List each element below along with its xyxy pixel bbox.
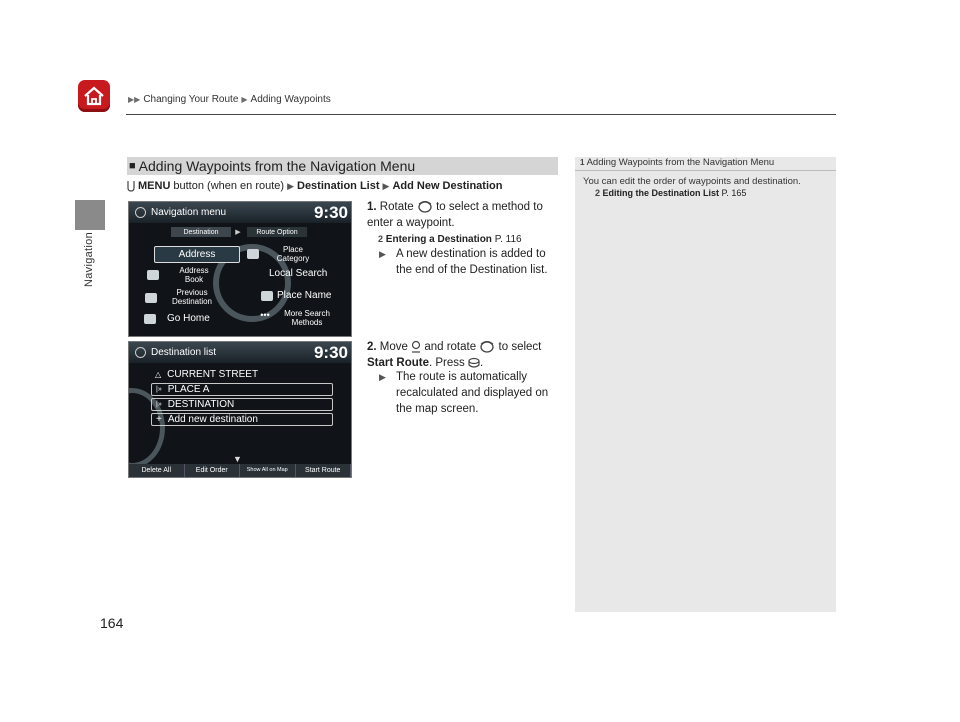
step-text: . Press — [428, 357, 465, 369]
list-item[interactable] — [151, 383, 333, 396]
interface-dial-icon — [479, 340, 495, 354]
cross-ref-page: P. 116 — [494, 234, 522, 245]
current-location-icon: △ — [155, 370, 162, 379]
menu-item-more-search[interactable] — [277, 309, 337, 327]
list-item-label: CURRENT STREET — [167, 369, 259, 380]
menu-button-suffix: button (when en route) — [173, 180, 285, 192]
arrow-right-icon: ▶ — [235, 229, 241, 236]
bottom-button-bar — [129, 464, 351, 477]
menu-item-local-search[interactable] — [269, 269, 341, 279]
menu-button-icon — [127, 180, 135, 192]
menu-path-step: Add New Destination — [392, 180, 503, 192]
step-text: Rotate — [379, 201, 414, 213]
section-title: Adding Waypoints from the Navigation Menu — [138, 158, 416, 174]
tab-destination[interactable]: Destination — [171, 227, 231, 237]
list-item-label: PLACE A — [167, 384, 210, 395]
breadcrumb-item[interactable]: Adding Waypoints — [250, 94, 331, 105]
scroll-down-icon: ▼ — [233, 454, 242, 464]
address-book-icon — [147, 270, 159, 280]
waypoint-icon: |» — [156, 386, 162, 393]
more-icon: ••• — [260, 310, 270, 320]
menu-item-address-book[interactable] — [169, 266, 219, 284]
press-dial-icon — [468, 356, 480, 370]
sidebar-note — [575, 157, 836, 612]
interface-dial-icon — [417, 200, 433, 214]
step-2 — [367, 339, 557, 371]
arrow-right-icon: ▶ — [379, 249, 386, 259]
square-bullet-icon: ■ — [129, 160, 136, 172]
menu-item-label: Local Search — [269, 268, 328, 279]
menu-item-label: Address — [178, 249, 216, 260]
list-item-label: DESTINATION — [167, 399, 235, 410]
menu-item-label: Destination — [171, 297, 213, 306]
cross-ref-icon: 2 — [378, 234, 384, 244]
show-all-on-map-button[interactable]: Show All on Map — [240, 464, 296, 477]
delete-all-button[interactable]: Delete All — [129, 464, 185, 477]
cross-ref-icon: 2 — [595, 188, 601, 198]
list-item[interactable] — [151, 368, 333, 381]
menu-path — [127, 180, 502, 192]
navigation-menu-screenshot — [128, 201, 352, 337]
screen-title: Navigation menu — [151, 207, 227, 218]
previous-destination-icon — [145, 293, 157, 303]
place-name-icon — [261, 291, 273, 301]
chevron-right-icon: ▶ — [241, 95, 248, 104]
step-1 — [367, 199, 557, 231]
result-text: The route is automatically recalculated and displayed on the map screen. — [396, 371, 549, 415]
step-1-result — [379, 246, 559, 278]
plus-icon: + — [156, 414, 162, 425]
menu-item-address[interactable] — [154, 246, 240, 263]
chapter-tab[interactable] — [75, 200, 105, 230]
menu-item-label: Book — [184, 275, 204, 284]
clock: 9:30 — [313, 203, 348, 222]
menu-item-label: Place Name — [277, 290, 332, 301]
destination-list-screenshot — [128, 341, 352, 478]
sidebar-text: You can edit the order of waypoints and destination. — [583, 176, 801, 187]
step-text: to select — [498, 341, 542, 353]
info-icon — [135, 347, 146, 358]
joystick-icon — [411, 340, 421, 354]
list-item[interactable] — [151, 398, 333, 411]
step-2-result — [379, 369, 559, 417]
menu-button-label: MENU — [138, 180, 171, 192]
cross-ref-page: P. 165 — [721, 188, 747, 198]
step-text: Move — [379, 341, 408, 353]
menu-item-go-home[interactable] — [167, 314, 217, 324]
start-route-button[interactable]: Start Route — [296, 464, 352, 477]
breadcrumb — [128, 94, 331, 105]
menu-item-label: Category — [276, 254, 310, 263]
clock: 9:30 — [313, 343, 348, 362]
place-category-icon — [247, 249, 259, 259]
arrow-right-icon: ▶ — [382, 180, 390, 191]
sidebar-heading-text: Adding Waypoints from the Navigation Menu — [586, 157, 775, 168]
menu-item-label: Place — [282, 245, 303, 254]
step-number: 2. — [367, 341, 377, 353]
breadcrumb-item[interactable]: Changing Your Route — [143, 94, 239, 105]
home-icon — [144, 314, 156, 324]
menu-item-label: Go Home — [167, 313, 210, 324]
menu-item-label: Previous — [176, 288, 208, 297]
arrow-right-icon: ▶ — [287, 180, 294, 191]
home-icon — [83, 86, 105, 106]
destination-flag-icon: |» — [156, 401, 162, 408]
header-divider — [126, 114, 836, 115]
menu-item-label: More Search — [284, 309, 330, 318]
chevron-right-icon: ▶▶ — [128, 95, 141, 104]
cross-reference[interactable] — [595, 188, 746, 198]
chapter-label: Navigation — [83, 232, 95, 287]
note-marker-icon: 1 — [580, 158, 585, 167]
menu-item-label: Address — [179, 266, 209, 275]
menu-path-step: Destination List — [297, 180, 380, 192]
step-number: 1. — [367, 201, 377, 213]
sidebar-heading — [580, 157, 774, 168]
result-text: A new destination is added to the end of the Destination list. — [396, 248, 548, 276]
page-number: 164 — [100, 615, 124, 631]
sidebar-divider — [575, 170, 836, 171]
edit-order-button[interactable]: Edit Order — [185, 464, 241, 477]
cross-ref-label: Entering a Destination — [385, 234, 492, 245]
step-text: . — [479, 357, 484, 369]
step-text: to select a method to enter a waypoint. — [367, 201, 543, 229]
menu-item-place-category[interactable] — [265, 245, 321, 263]
step-bold-text: Start Route — [367, 357, 429, 369]
add-destination-row[interactable] — [151, 413, 333, 426]
section-heading — [127, 157, 558, 175]
list-item-label: Add new destination — [167, 414, 258, 425]
screen-title: Destination list — [151, 347, 217, 358]
info-icon — [135, 207, 146, 218]
menu-item-previous-destination[interactable] — [164, 288, 220, 306]
tab-route-option[interactable]: Route Option — [247, 227, 307, 237]
cross-ref-label: Editing the Destination List — [602, 188, 720, 198]
menu-item-label: Methods — [291, 318, 323, 327]
home-button[interactable] — [78, 80, 110, 112]
step-text: and rotate — [424, 341, 477, 353]
arrow-right-icon: ▶ — [379, 372, 386, 382]
menu-item-place-name[interactable] — [277, 291, 343, 301]
